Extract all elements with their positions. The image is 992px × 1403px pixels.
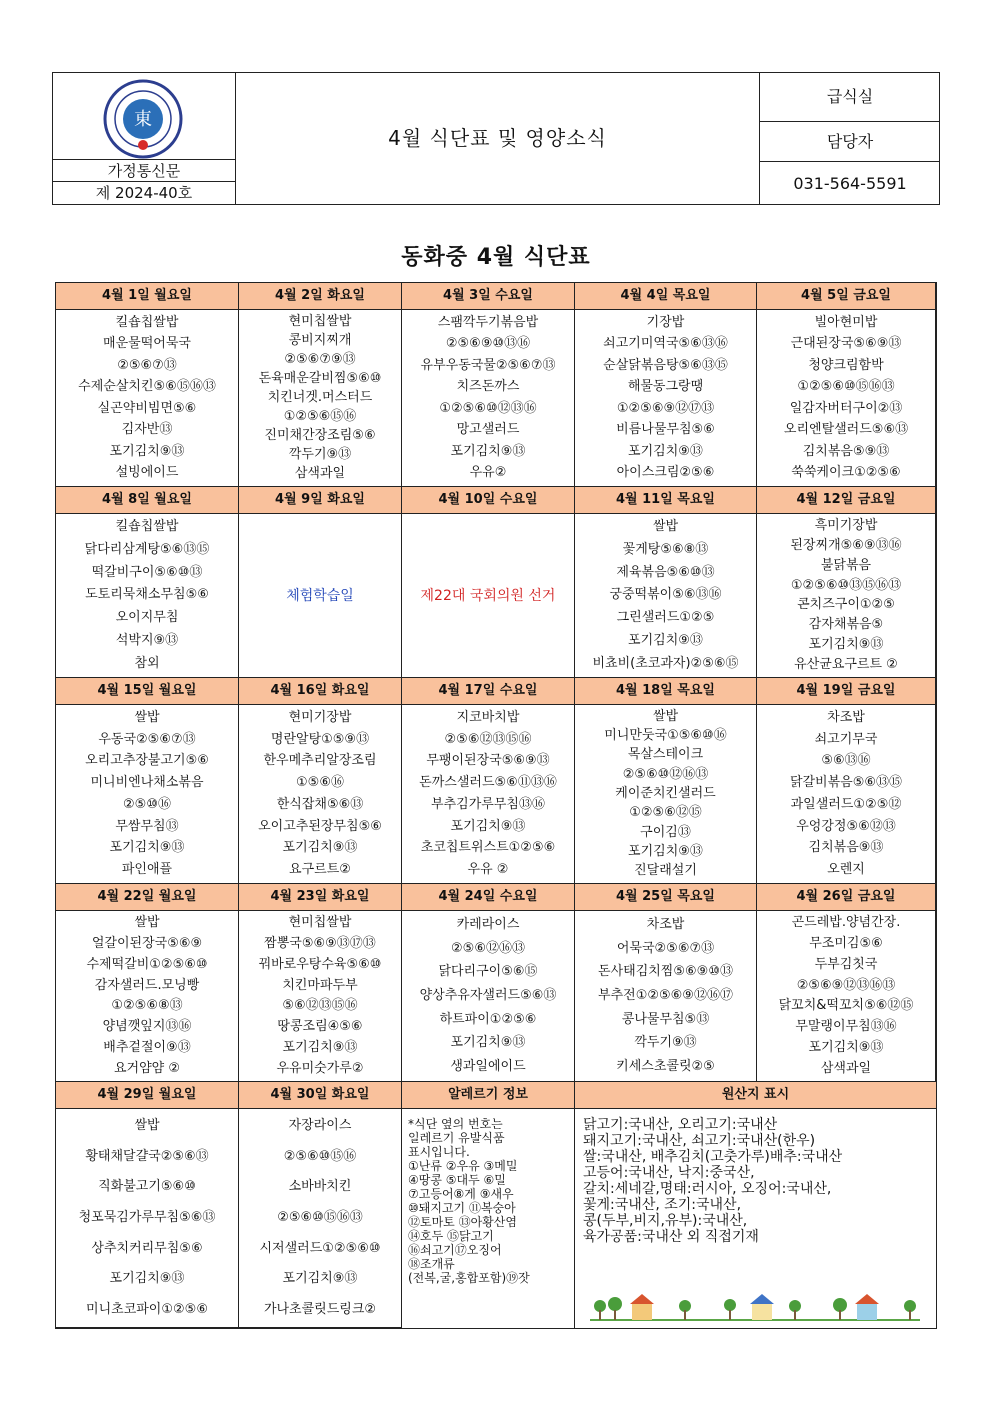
menu-item: 치킨너겟.머스터드 — [267, 389, 373, 405]
menu-item: 포기김치⑨⑬ — [450, 1035, 526, 1051]
allergy-line: ⑩돼지고기 ⑪복숭아 — [408, 1201, 516, 1215]
allergy-line: ⑱조개류 — [408, 1257, 455, 1271]
menu-item: 유산균요구르트 ② — [794, 657, 898, 673]
menu-item: 흑미기장밥 — [814, 517, 878, 533]
menu-item: 무조미김⑤⑥ — [809, 936, 883, 952]
day-menu — [239, 1109, 402, 1328]
menu-item: 직화불고기⑤⑥⑩ — [98, 1179, 196, 1195]
menu-item: 포기김치⑨⑬ — [282, 1039, 358, 1055]
day-header: 4월 12일 금요일 — [757, 487, 936, 514]
day-header: 4월 25일 목요일 — [575, 884, 757, 911]
menu-item: ②⑤⑥⑨⑫⑬⑯⑬ — [796, 977, 896, 993]
menu-item: 파인애플 — [121, 862, 173, 878]
menu-item: 된장찌개⑤⑥⑨⑬⑯ — [790, 537, 902, 553]
menu-item: 포기김치⑨⑬ — [450, 443, 526, 459]
menu-item: 두부김칫국 — [814, 956, 878, 972]
menu-item: ①⑤⑥⑯ — [296, 775, 344, 791]
day-menu — [402, 911, 575, 1082]
menu-item: 쌀밥 — [134, 709, 160, 725]
day-header: 4월 19일 금요일 — [757, 678, 936, 705]
day-menu — [56, 310, 239, 487]
menu-item: 포기김치⑨⑬ — [808, 1039, 884, 1055]
allergy-line: *식단 옆의 번호는 — [408, 1117, 503, 1131]
menu-item: 감자채볶음⑤ — [808, 617, 884, 633]
day-menu — [56, 705, 239, 884]
menu-item: ①②⑤⑥⑩⑮⑯⑬ — [797, 379, 895, 395]
day-header: 4월 5일 금요일 — [757, 283, 936, 310]
menu-item: 콩나물무침⑤⑬ — [621, 1011, 710, 1027]
menu-item: 현미기장밥 — [288, 709, 352, 725]
menu-item: 닭다리구이⑤⑥⑮ — [438, 964, 538, 980]
day-header: 4월 8일 월요일 — [56, 487, 239, 514]
menu-item: 구이김⑬ — [640, 824, 691, 840]
origin-line: 꽃게:국내산, 조기:국내산, — [583, 1197, 742, 1213]
menu-item: 닭꼬치&떡꼬치⑤⑥⑫⑮ — [778, 998, 914, 1014]
day-header: 4월 11일 목요일 — [575, 487, 757, 514]
menu-item: 요구르트② — [289, 862, 351, 878]
menu-item: 유부우동국물②⑤⑥⑦⑬ — [420, 357, 556, 373]
menu-item: 시저샐러드①②⑤⑥⑩ — [259, 1240, 381, 1256]
menu-item: 깍두기⑨⑬ — [288, 447, 352, 463]
day-menu — [402, 310, 575, 487]
allergy-header: 알레르기 정보 — [402, 1082, 575, 1109]
allergy-line: (전복,굴,홍합포함)⑲잣 — [408, 1271, 530, 1285]
menu-item: 삼색과일 — [294, 466, 346, 482]
origin-line: 쌀:국내산, 배추김치(고춧가루)배추:국내산 — [583, 1149, 843, 1165]
menu-item: 지코바치밥 — [456, 709, 520, 725]
menu-item: 제육볶음⑤⑥⑩⑬ — [616, 564, 715, 580]
menu-item: 콩비지찌개 — [288, 332, 352, 348]
menu-item: 소바바치킨 — [288, 1179, 352, 1195]
menu-item: ①②⑤⑥⑨⑫⑰⑬ — [616, 400, 715, 416]
day-menu — [56, 1109, 239, 1328]
menu-item: 쇠고기미역국⑤⑥⑬⑯ — [603, 336, 728, 352]
menu-item: 쌀밥 — [652, 519, 679, 535]
menu-item: 오이고추된장무침⑤⑥ — [258, 818, 382, 834]
menu-item: 생과일에이드 — [450, 1059, 526, 1075]
menu-item: ①②⑤⑥⑫⑮ — [629, 805, 702, 821]
day-header: 4월 23일 화요일 — [239, 884, 402, 911]
menu-item: 꿔바로우탕수육⑤⑥⑩ — [258, 956, 382, 972]
allergy-line: ④땅콩 ⑤대두 ⑥밀 — [408, 1173, 506, 1187]
menu-item: 무쌈무침⑬ — [115, 818, 179, 834]
menu-item: 청포묵김가루무침⑤⑥⑬ — [78, 1209, 216, 1225]
menu-item: 일감자버터구이②⑬ — [789, 400, 903, 416]
menu-item: 돈육매운갈비찜⑤⑥⑩ — [258, 370, 382, 386]
menu-item: 도토리묵채소무침⑤⑥ — [85, 587, 209, 603]
menu-item: 꽃게탕⑤⑥⑧⑬ — [622, 542, 709, 558]
menu-item: 미니초코파이①②⑤⑥ — [86, 1301, 208, 1317]
menu-item: 포기김치⑨⑬ — [282, 1271, 358, 1287]
day-menu — [575, 705, 757, 884]
day-header: 4월 24일 수요일 — [402, 884, 575, 911]
allergy-line: ①난류 ②우유 ③메밀 — [408, 1159, 518, 1173]
origin-line: 육가공품:국내산 외 직접기재 — [583, 1229, 759, 1245]
menu-item: ①②⑤⑥⑮⑯ — [283, 409, 357, 425]
menu-item: 쌀밥 — [134, 1118, 160, 1134]
menu-item: 짬뽕국⑤⑥⑨⑬⑰⑬ — [264, 936, 376, 952]
menu-item: 감자샐러드.모닝빵 — [94, 977, 200, 993]
menu-item: 진달래설기 — [634, 863, 697, 879]
day-header: 4월 30일 화요일 — [239, 1082, 402, 1109]
day-header: 4월 2일 화요일 — [239, 283, 402, 310]
menu-table — [55, 282, 937, 1329]
menu-item: 포기김치⑨⑬ — [450, 818, 526, 834]
menu-item: 명란알탕①⑤⑨⑬ — [270, 731, 370, 747]
menu-item: 궁중떡볶이⑤⑥⑬⑯ — [609, 587, 722, 603]
menu-item: 카레라이스 — [456, 916, 520, 932]
menu-item: 기장밥 — [646, 314, 685, 330]
origin-line: 고등어:국내산, 낙지:중국산, — [583, 1165, 755, 1181]
menu-item: 김치볶음⑨⑬ — [808, 840, 884, 856]
menu-item: 우유② — [469, 465, 507, 481]
menu-item: ①②⑤⑥⑩⑫⑬⑯ — [439, 400, 537, 416]
day-header: 4월 10일 수요일 — [402, 487, 575, 514]
menu-item: 수제떡갈비①②⑤⑥⑩ — [86, 956, 208, 972]
menu-item: 쑥쑥케이크①②⑤⑥ — [791, 465, 901, 481]
origin-line: 닭고기:국내산, 오리고기:국내산 — [583, 1117, 778, 1133]
menu-item: 포기김치⑨⑬ — [109, 443, 185, 459]
menu-item: 순살닭볶음탕⑤⑥⑬⑮ — [603, 357, 728, 373]
menu-item: 빌아현미밥 — [814, 314, 878, 330]
day-menu — [757, 911, 936, 1082]
menu-item: ①②⑤⑥⑧⑬ — [111, 998, 183, 1014]
day-header: 4월 15일 월요일 — [56, 678, 239, 705]
menu-item: 아이스크림②⑤⑥ — [616, 465, 715, 481]
day-header: 4월 29일 월요일 — [56, 1082, 239, 1109]
allergy-line: ⑭호두 ⑮닭고기 — [408, 1229, 494, 1243]
menu-item: 과일샐러드①②⑤⑫ — [790, 796, 902, 812]
menu-item: 오리고추장불고기⑤⑥ — [85, 753, 209, 769]
menu-item: 미니비엔나채소볶음 — [90, 775, 204, 791]
day-header: 4월 18일 목요일 — [575, 678, 757, 705]
menu-item: 포기김치⑨⑬ — [628, 843, 703, 859]
menu-item: 현미칩쌀밥 — [288, 915, 352, 931]
day-menu — [402, 514, 575, 678]
contact-block — [759, 73, 940, 204]
day-header: 4월 9일 화요일 — [239, 487, 402, 514]
menu-item: 콘치즈구이①②⑤ — [797, 597, 895, 613]
allergy-line: ⑫토마토 ⑬아황산염 — [408, 1215, 517, 1229]
menu-item: 무팽이된장국⑤⑥⑨⑬ — [426, 753, 550, 769]
menu-item: 차조밥 — [646, 916, 685, 932]
menu-item: 쌀밥 — [652, 708, 679, 724]
menu-item: 닭다리삼계탕⑤⑥⑬⑮ — [84, 542, 210, 558]
menu-item: 어묵국②⑤⑥⑦⑬ — [616, 940, 715, 956]
menu-item: ⑤⑥⑫⑬⑮⑯ — [282, 998, 358, 1014]
menu-item: ②⑤⑥⑫⑯⑬ — [451, 940, 525, 956]
origin-header: 원산지 표시 — [575, 1082, 936, 1109]
day-menu — [757, 310, 936, 487]
phone-number: 031-564-5591 — [760, 161, 940, 205]
menu-item: 자장라이스 — [288, 1118, 352, 1134]
menu-item: 쇠고기무국 — [814, 731, 878, 747]
menu-item: 돈사태김치찜⑤⑥⑨⑩⑬ — [598, 964, 733, 980]
menu-item: ②⑤⑥⑩⑮⑯ — [283, 1148, 357, 1164]
department: 급식실 — [826, 87, 874, 106]
menu-item: 쌀밥 — [134, 915, 160, 931]
menu-item: 포기김치⑨⑬ — [109, 1271, 185, 1287]
menu-item: 우유미숫가루② — [276, 1060, 364, 1076]
menu-item: 치킨마파두부 — [282, 977, 358, 993]
menu-item: 포기김치⑨⑬ — [808, 637, 884, 653]
menu-item: 키세스초콜릿②⑤ — [616, 1059, 715, 1075]
menu-item: 현미칩쌀밥 — [288, 313, 352, 329]
day-header: 4월 3일 수요일 — [402, 283, 575, 310]
event-note: 체험학습일 — [286, 587, 354, 604]
manager-label: 담당자 — [760, 121, 940, 162]
menu-item: ②⑤⑥⑦⑨⑬ — [284, 351, 356, 367]
menu-item: 깍두기⑨⑬ — [634, 1035, 697, 1051]
origin-line: 갈치:세네갈,명태:러시아, 오징어:국내산, — [583, 1181, 832, 1197]
menu-item: 치즈돈까스 — [456, 379, 520, 395]
newsletter-title: 4월 식단표 및 영양소식 — [388, 126, 607, 150]
menu-item: 진미채간장조림⑤⑥ — [264, 428, 376, 444]
menu-item: 비름나물무침⑤⑥ — [616, 422, 715, 438]
day-menu — [56, 911, 239, 1082]
menu-item: 김자반⑬ — [121, 422, 173, 438]
menu-item: ②⑤⑥⑩⑮⑯⑬ — [277, 1209, 363, 1225]
menu-item: 망고샐러드 — [456, 422, 520, 438]
menu-item: 실곤약비빔면⑤⑥ — [97, 400, 197, 416]
menu-item: 우유 ② — [467, 862, 509, 878]
menu-item: 돈까스샐러드⑤⑥⑪⑬⑯ — [419, 775, 557, 791]
day-menu — [575, 310, 757, 487]
menu-item: 포기김치⑨⑬ — [282, 840, 358, 856]
svg-text:東: 東 — [134, 109, 152, 130]
newsletter-header — [52, 72, 940, 205]
day-header: 4월 16일 화요일 — [239, 678, 402, 705]
allergy-info — [402, 1109, 575, 1328]
logo-cell — [53, 73, 236, 204]
menu-item: 가나초콜릿드링크② — [263, 1301, 377, 1317]
day-menu — [239, 310, 402, 487]
menu-item: 미니만둣국①⑤⑥⑩⑯ — [604, 727, 727, 743]
menu-item: 초코칩트위스트①②⑤⑥ — [420, 840, 556, 856]
menu-item: 한식잡채⑤⑥⑬ — [276, 796, 364, 812]
day-menu — [239, 514, 402, 678]
menu-item: 오리엔탈샐러드⑤⑥⑬ — [783, 422, 909, 438]
menu-item: 케이준치킨샐러드 — [615, 785, 716, 801]
menu-item: 킬숍칩쌀밥 — [115, 519, 179, 535]
menu-item: 우엉강정⑤⑥⑫⑬ — [796, 818, 896, 834]
menu-item: 떡갈비구이⑤⑥⑩⑬ — [91, 564, 203, 580]
menu-item: 석박지⑨⑬ — [115, 632, 179, 648]
issue-number: 제 2024-40호 — [53, 181, 235, 205]
issue-label: 가정통신문 — [53, 159, 235, 182]
menu-item: 근대된장국⑤⑥⑨⑬ — [790, 336, 902, 352]
menu-item: 포기김치⑨⑬ — [109, 840, 185, 856]
day-menu — [402, 705, 575, 884]
menu-item: 설빙에이드 — [115, 465, 179, 481]
menu-item: 하트파이①②⑤⑥ — [439, 1011, 537, 1027]
menu-item: 포기김치⑨⑬ — [628, 443, 703, 459]
day-header: 4월 17일 수요일 — [402, 678, 575, 705]
page-title: 동화중 4월 식단표 — [401, 245, 591, 270]
event-note: 제22대 국회의원 선거 — [420, 587, 556, 604]
day-header: 4월 1일 월요일 — [56, 283, 239, 310]
allergy-line: ⑯쇠고기⑰오징어 — [408, 1243, 502, 1257]
origin-line: 콩(두부,비지,유부):국내산, — [583, 1213, 748, 1229]
menu-item: 우동국②⑤⑥⑦⑬ — [98, 731, 196, 747]
menu-item: 비쵸비(초코과자)②⑤⑥⑮ — [592, 655, 739, 671]
menu-item: 스팸깍두기볶음밥 — [437, 314, 539, 330]
day-header: 4월 26일 금요일 — [757, 884, 936, 911]
menu-item: 청양크림함박 — [808, 357, 884, 373]
day-header: 4월 4일 목요일 — [575, 283, 757, 310]
day-menu — [757, 514, 936, 678]
school-logo — [103, 79, 183, 159]
menu-item: 땅콩조림④⑤⑥ — [277, 1019, 363, 1035]
menu-item: 수제순살치킨⑤⑥⑮⑯⑬ — [78, 379, 216, 395]
menu-item: 한우메추리알장조림 — [263, 753, 377, 769]
menu-item: 그린샐러드①②⑤ — [616, 610, 715, 626]
menu-item: 목살스테이크 — [627, 747, 704, 763]
menu-item: 오이지무침 — [115, 610, 179, 626]
menu-item: 삼색과일 — [820, 1060, 872, 1076]
menu-item: 곤드레밥.양념간장. — [791, 915, 901, 931]
menu-item: 상추치커리무침⑤⑥ — [91, 1240, 203, 1256]
allergy-line: 표시입니다. — [408, 1145, 470, 1159]
allergy-line: 일레르기 유발식품 — [408, 1131, 505, 1145]
menu-item: 무말랭이무침⑬⑯ — [795, 1019, 897, 1035]
menu-item: 양상추유자샐러드⑤⑥⑬ — [419, 987, 557, 1003]
menu-item: 참외 — [134, 655, 160, 671]
menu-item: 포기김치⑨⑬ — [628, 632, 703, 648]
menu-item: 배추겉절이⑨⑬ — [103, 1039, 191, 1055]
village-illustration — [590, 1288, 920, 1322]
menu-item: 양념깻잎지⑬⑯ — [102, 1019, 192, 1035]
menu-item: 해물동그랑땡 — [627, 379, 704, 395]
menu-item: ⑤⑥⑬⑯ — [821, 753, 871, 769]
menu-item: ②⑤⑥⑩⑫⑯⑬ — [622, 766, 709, 782]
menu-item: 매운물떡어묵국 — [103, 336, 191, 352]
allergy-line: ⑦고등어⑧게 ⑨새우 — [408, 1187, 514, 1201]
day-menu — [575, 514, 757, 678]
menu-item: ②⑤⑥⑫⑬⑮⑯ — [444, 731, 532, 747]
menu-item: ②⑤⑩⑯ — [123, 796, 171, 812]
menu-item: 킬숍칩쌀밥 — [115, 314, 179, 330]
menu-item: ①②⑤⑥⑩⑬⑮⑯⑬ — [790, 577, 902, 593]
menu-item: 불닭볶음 — [820, 557, 872, 573]
menu-item: 부추김가루무침⑬⑯ — [431, 796, 545, 812]
origin-line: 돼지고기:국내산, 쇠고기:국내산(한우) — [583, 1133, 816, 1149]
menu-item: 얼갈이된장국⑤⑥⑨ — [91, 936, 203, 952]
menu-item: 닭갈비볶음⑤⑥⑬⑮ — [789, 775, 903, 791]
menu-item: ②⑤⑥⑨⑩⑬⑯ — [445, 336, 531, 352]
menu-item: 요거얌얌 ② — [113, 1060, 181, 1076]
day-menu — [757, 705, 936, 884]
day-menu — [56, 514, 239, 678]
menu-item: 김치볶음⑤⑨⑬ — [802, 443, 890, 459]
menu-item: ②⑤⑥⑦⑬ — [117, 357, 177, 373]
day-menu — [239, 705, 402, 884]
menu-item: 오렌지 — [827, 862, 865, 878]
menu-item: 황태채달걀국②⑤⑥⑬ — [85, 1148, 209, 1164]
day-header: 4월 22일 월요일 — [56, 884, 239, 911]
day-menu — [239, 911, 402, 1082]
day-menu — [575, 911, 757, 1082]
menu-item: 부추전①②⑤⑥⑨⑫⑯⑰ — [598, 987, 733, 1003]
menu-item: 차조밥 — [827, 709, 865, 725]
